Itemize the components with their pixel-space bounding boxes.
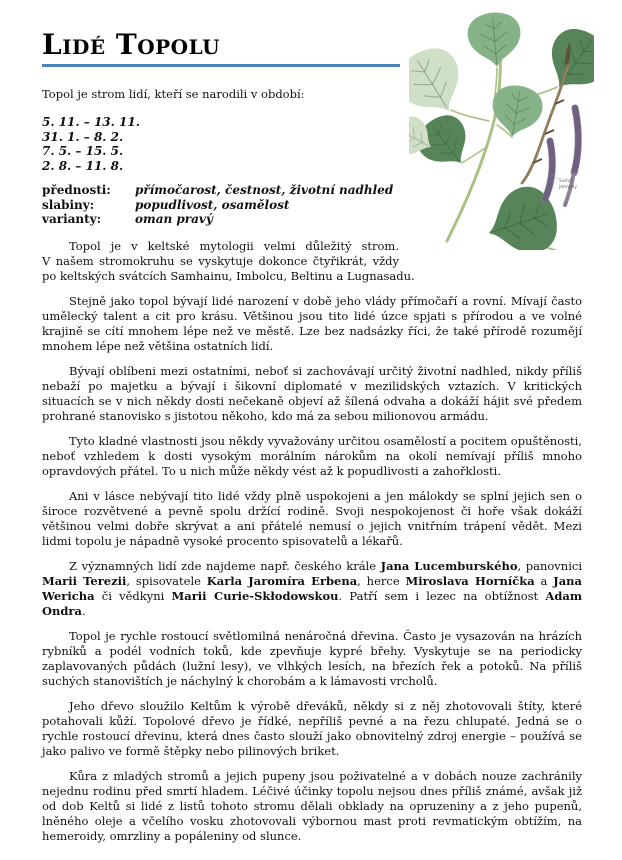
page-title: Lidé Topolu bbox=[42, 30, 400, 67]
poplar-leaf bbox=[409, 38, 476, 128]
catkins bbox=[545, 108, 578, 205]
trait-label: přednosti: bbox=[42, 183, 111, 197]
paragraph-1-rest: V našem stromokruhu se vyskytuje dokonce čtyřikrát, vždy po keltských svátcích Samhainu, Imbolcu, Beltinu a Lugnasadu. bbox=[42, 253, 415, 283]
intro-text: Topol je strom lidí, kteří se narodili v období: bbox=[42, 87, 305, 101]
paragraph-1-first-line: Topol je v keltské mytologii velmi důležitý strom. bbox=[69, 238, 399, 253]
poplar-leaf bbox=[466, 10, 523, 69]
trait-value: oman pravý bbox=[135, 212, 213, 226]
trait-value: přímočarost, čestnost, životní nadhled bbox=[135, 183, 394, 197]
body-paragraph-8: Jeho dřevo sloužilo Keltům k výrobě dřeváků, někdy si z něj zhotovovali štíty, které potahovali kůží. Topolové dřevo je řídké, nepříliš pevné a na řezu chlupaté. Jedná se o rychle rostoucí dřevinu, která dnes často slouží jako obnovitelný zdroj energie – používá se jako palivo ve formě štěpky nebo pilinových briket. bbox=[42, 698, 582, 758]
body-paragraph-2: Stejně jako topol bývají lidé narození v době jeho vlády přímočaří a rovní. Mívají často umělecký talent a cit pro krásu. Většinou jsou tito lidé úzce spjati s přírodou a ve volné krajině se cítí mnohem lépe než ve městě. Lze bez nadsázky říci, že také přírodě rozumějí mnohem lépe než většina ostatních lidí. bbox=[42, 293, 582, 353]
body-paragraph-3: Bývají oblíbeni mezi ostatními, neboť si zachovávají určitý životní nadhled, nikdy příliš nebaží po majetku a bývají i šikovní diplomaté v mezilidských vztazích. V kritických situacích se v nich někdy dosti nečekaně objeví až šílená odvaha a dokáží hájit své předem prohrané stanovisko s jistotou někoho, kdo má za sebou milionovou armádu. bbox=[42, 363, 582, 423]
trait-label: varianty: bbox=[42, 212, 102, 226]
birth-period-item: 5. 11. – 13. 11. bbox=[42, 115, 140, 129]
poplar-leaf bbox=[479, 180, 565, 250]
birth-period-item: 31. 1. – 8. 2. bbox=[42, 129, 124, 144]
birth-period-item: 7. 5. – 15. 5. bbox=[42, 144, 124, 158]
body-paragraph-4: Tyto kladné vlastnosti jsou někdy vyvažovány určitou osamělostí a pocitem opuštěnosti, neboť vzhledem k dosti vysokým morálním nárokům na okolí nemívají příliš mnoho opravdových přátel. To u nich může někdy vést až k popudlivosti a zahořklosti. bbox=[42, 433, 582, 478]
poplar-leaf bbox=[534, 19, 594, 104]
catkin-caption-line2: jehnědy bbox=[559, 185, 578, 190]
poplar-illustration bbox=[409, 5, 594, 250]
birth-period-item: 2. 8. – 11. 8. bbox=[42, 158, 124, 173]
body-paragraph-7: Topol je rychle rostoucí světlomilná nenáročná dřevina. Často je vysazován na hrázích rybníků a podél vodních toků, kde zpevňuje kypré břehy. Vyskytuje se na periodicky zaplavovaných půdách (lužní lesy), ve vlhkých lesích, na březích řek a potoků. Na příliš suchých stanovištích je náchylný k chorobám a k lámavosti vrcholů. bbox=[42, 628, 582, 688]
body-paragraph-6-notable-people: Z významných lidí zde najdeme např. českého krále Jana Lucemburského, panovnici Marii Terezii, spisovatele Karla Jaromíra Erbena, herce Miroslava Horníčka a Jana Wericha či vědkyni Marii Curie-Skłodowskou. Patří sem i lezec na obtížnost Adam Ondra. bbox=[42, 558, 583, 618]
trait-label: slabiny: bbox=[42, 197, 95, 212]
catkin-caption-line1: Samčí bbox=[559, 179, 573, 184]
poplar-botanical-drawing bbox=[409, 5, 594, 250]
body-paragraph-5: Ani v lásce nebývají tito lidé vždy plně uspokojeni a jen málokdy se splní jejich sen o široce rozvětvené a pevně spolu držící rodině. Svoji nespokojenost či hoře však dokáží většinou velmi dobře skrývat a ani přátelé nemusí o jejich vnitřním trápení vědět. Mezi lidmi topolu je nápadně vysoké procento spisovatelů a lékařů. bbox=[42, 488, 582, 548]
body-paragraph-9: Kůra z mladých stromů a jejich pupeny jsou poživatelné a v dobách nouze zachránily nejednu rodinu před smrtí hladem. Léčivé účinky topolu nejsou dnes příliš známé, avšak již od dob Keltů si lidé z listů tohoto stromu dělali obklady na opruzeniny a z jeho pupenů, lněného oleje a včelího vosku zhotovovali výbornou mast proti revmatickým obtížím, na hemeroidy, omrzliny a popáleniny od slunce. bbox=[42, 768, 582, 843]
trait-value: popudlivost, osamělost bbox=[135, 197, 290, 212]
